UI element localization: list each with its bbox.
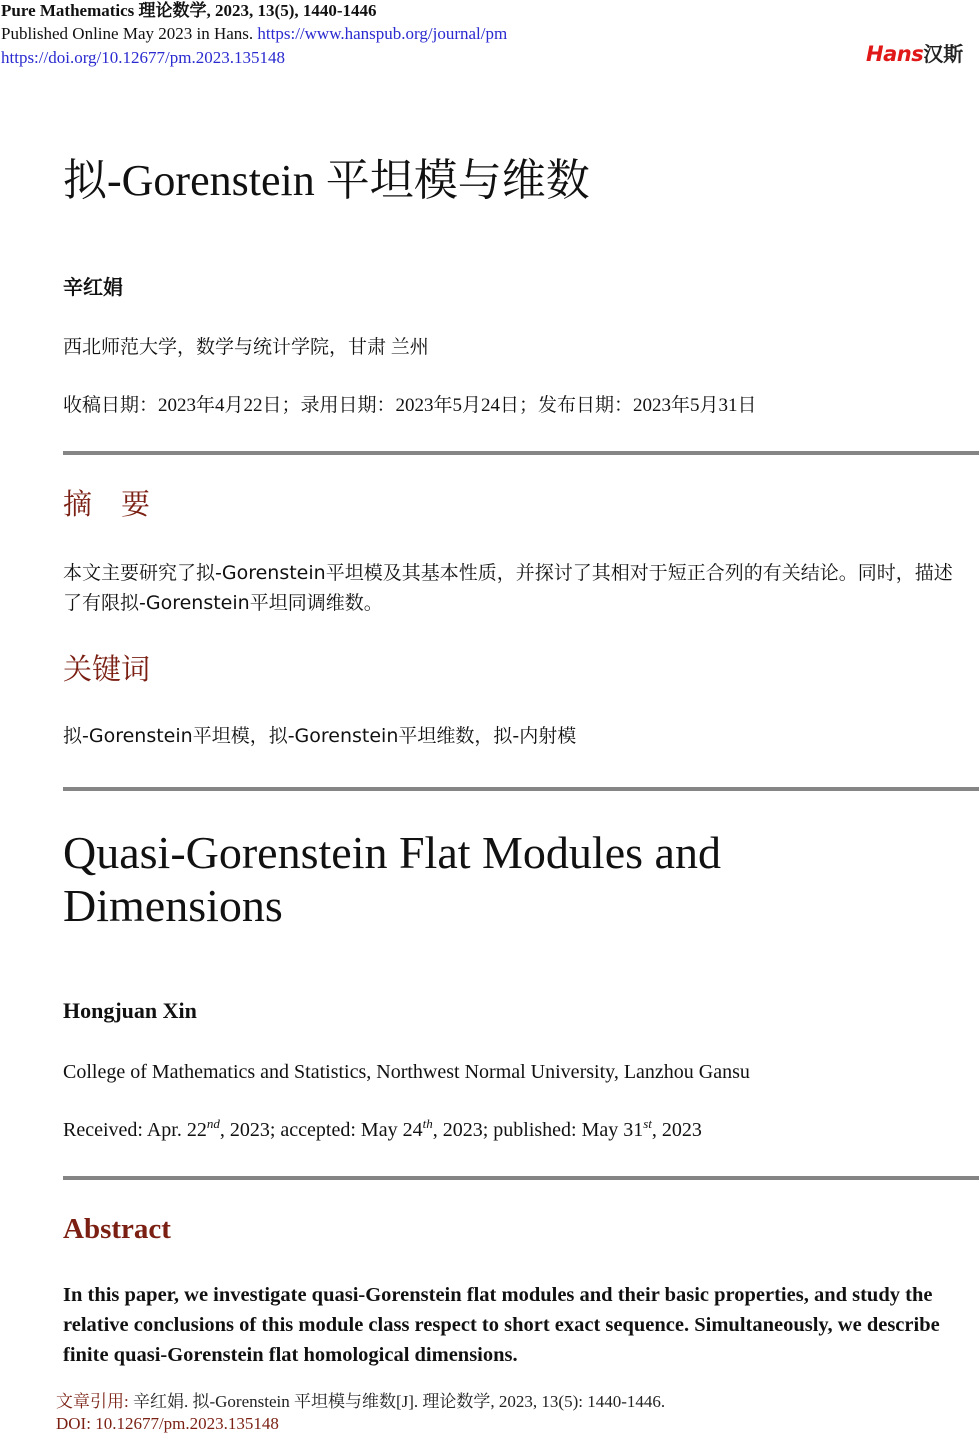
- chinese-abstract-heading: 摘 要: [63, 487, 151, 521]
- logo-chinese: 汉斯: [923, 42, 964, 66]
- doi-url-link[interactable]: https://doi.org/10.12677/pm.2023.135148: [1, 48, 285, 67]
- english-dates: [63, 1116, 702, 1144]
- chinese-author: 辛红娟: [63, 275, 123, 299]
- chinese-affiliation: 西北师范大学，数学与统计学院，甘肃 兰州: [63, 337, 429, 358]
- english-abstract-heading: Abstract: [63, 1213, 171, 1245]
- chinese-dates: 收稿日期：2023年4月22日；录用日期：2023年5月24日；发布日期：2023年5月31日: [63, 395, 757, 416]
- received-suffix: nd: [206, 1116, 220, 1131]
- accepted-suffix: th: [422, 1116, 433, 1131]
- dates-tail: , 2023: [651, 1119, 702, 1141]
- divider: [63, 1176, 979, 1180]
- logo-latin: Hans: [866, 42, 924, 66]
- chinese-abstract-text: 本文主要研究了拟-Gorenstein平坦模及其基本性质，并探讨了其相对于短正合列的有关结论。同时，描述了有限拟-Gorenstein平坦同调维数。: [63, 562, 953, 614]
- citation-text: 辛红娟. 拟-Gorenstein 平坦模与维数[J]. 理论数学, 2023, 13(5): 1440-1446.: [132, 1392, 666, 1411]
- published-online-line: [1, 23, 507, 45]
- divider: [63, 451, 979, 455]
- doi-line: [1, 47, 285, 69]
- accepted-label: , 2023; accepted: May 24: [219, 1119, 423, 1141]
- english-affiliation: College of Mathematics and Statistics, Northwest Normal University, Lanzhou Gansu: [63, 1061, 750, 1083]
- english-title: Quasi-Gorenstein Flat Modules and Dimensions: [63, 827, 721, 931]
- divider: [63, 787, 979, 791]
- published-prefix: Published Online May 2023 in Hans.: [1, 24, 258, 43]
- journal-url-link[interactable]: https://www.hanspub.org/journal/pm: [257, 24, 508, 43]
- english-abstract-text: In this paper, we investigate quasi-Gorenstein flat modules and their basic properties, and study the relative conclusions of this module class respect to short exact sequence. Simultaneously, we describe finite quasi-Gorenstein flat homological dimensions.: [63, 1284, 940, 1366]
- chinese-keywords-text: 拟-Gorenstein平坦模，拟-Gorenstein平坦维数，拟-内射模: [63, 725, 577, 747]
- received-label: Received: Apr. 22: [63, 1119, 207, 1141]
- chinese-keywords-heading: 关键词: [63, 652, 151, 686]
- citation-line: [56, 1391, 665, 1413]
- citation-label: 文章引用:: [56, 1392, 133, 1411]
- english-author: Hongjuan Xin: [63, 998, 197, 1023]
- chinese-title: 拟-Gorenstein 平坦模与维数: [63, 156, 590, 205]
- journal-citation-header: Pure Mathematics 理论数学, 2023, 13(5), 1440-1446: [1, 1, 377, 20]
- published-suffix: st: [643, 1116, 652, 1131]
- published-label: , 2023; published: May 31: [432, 1119, 644, 1141]
- doi-footer: DOI: 10.12677/pm.2023.135148: [56, 1414, 279, 1433]
- hans-logo: [866, 40, 963, 68]
